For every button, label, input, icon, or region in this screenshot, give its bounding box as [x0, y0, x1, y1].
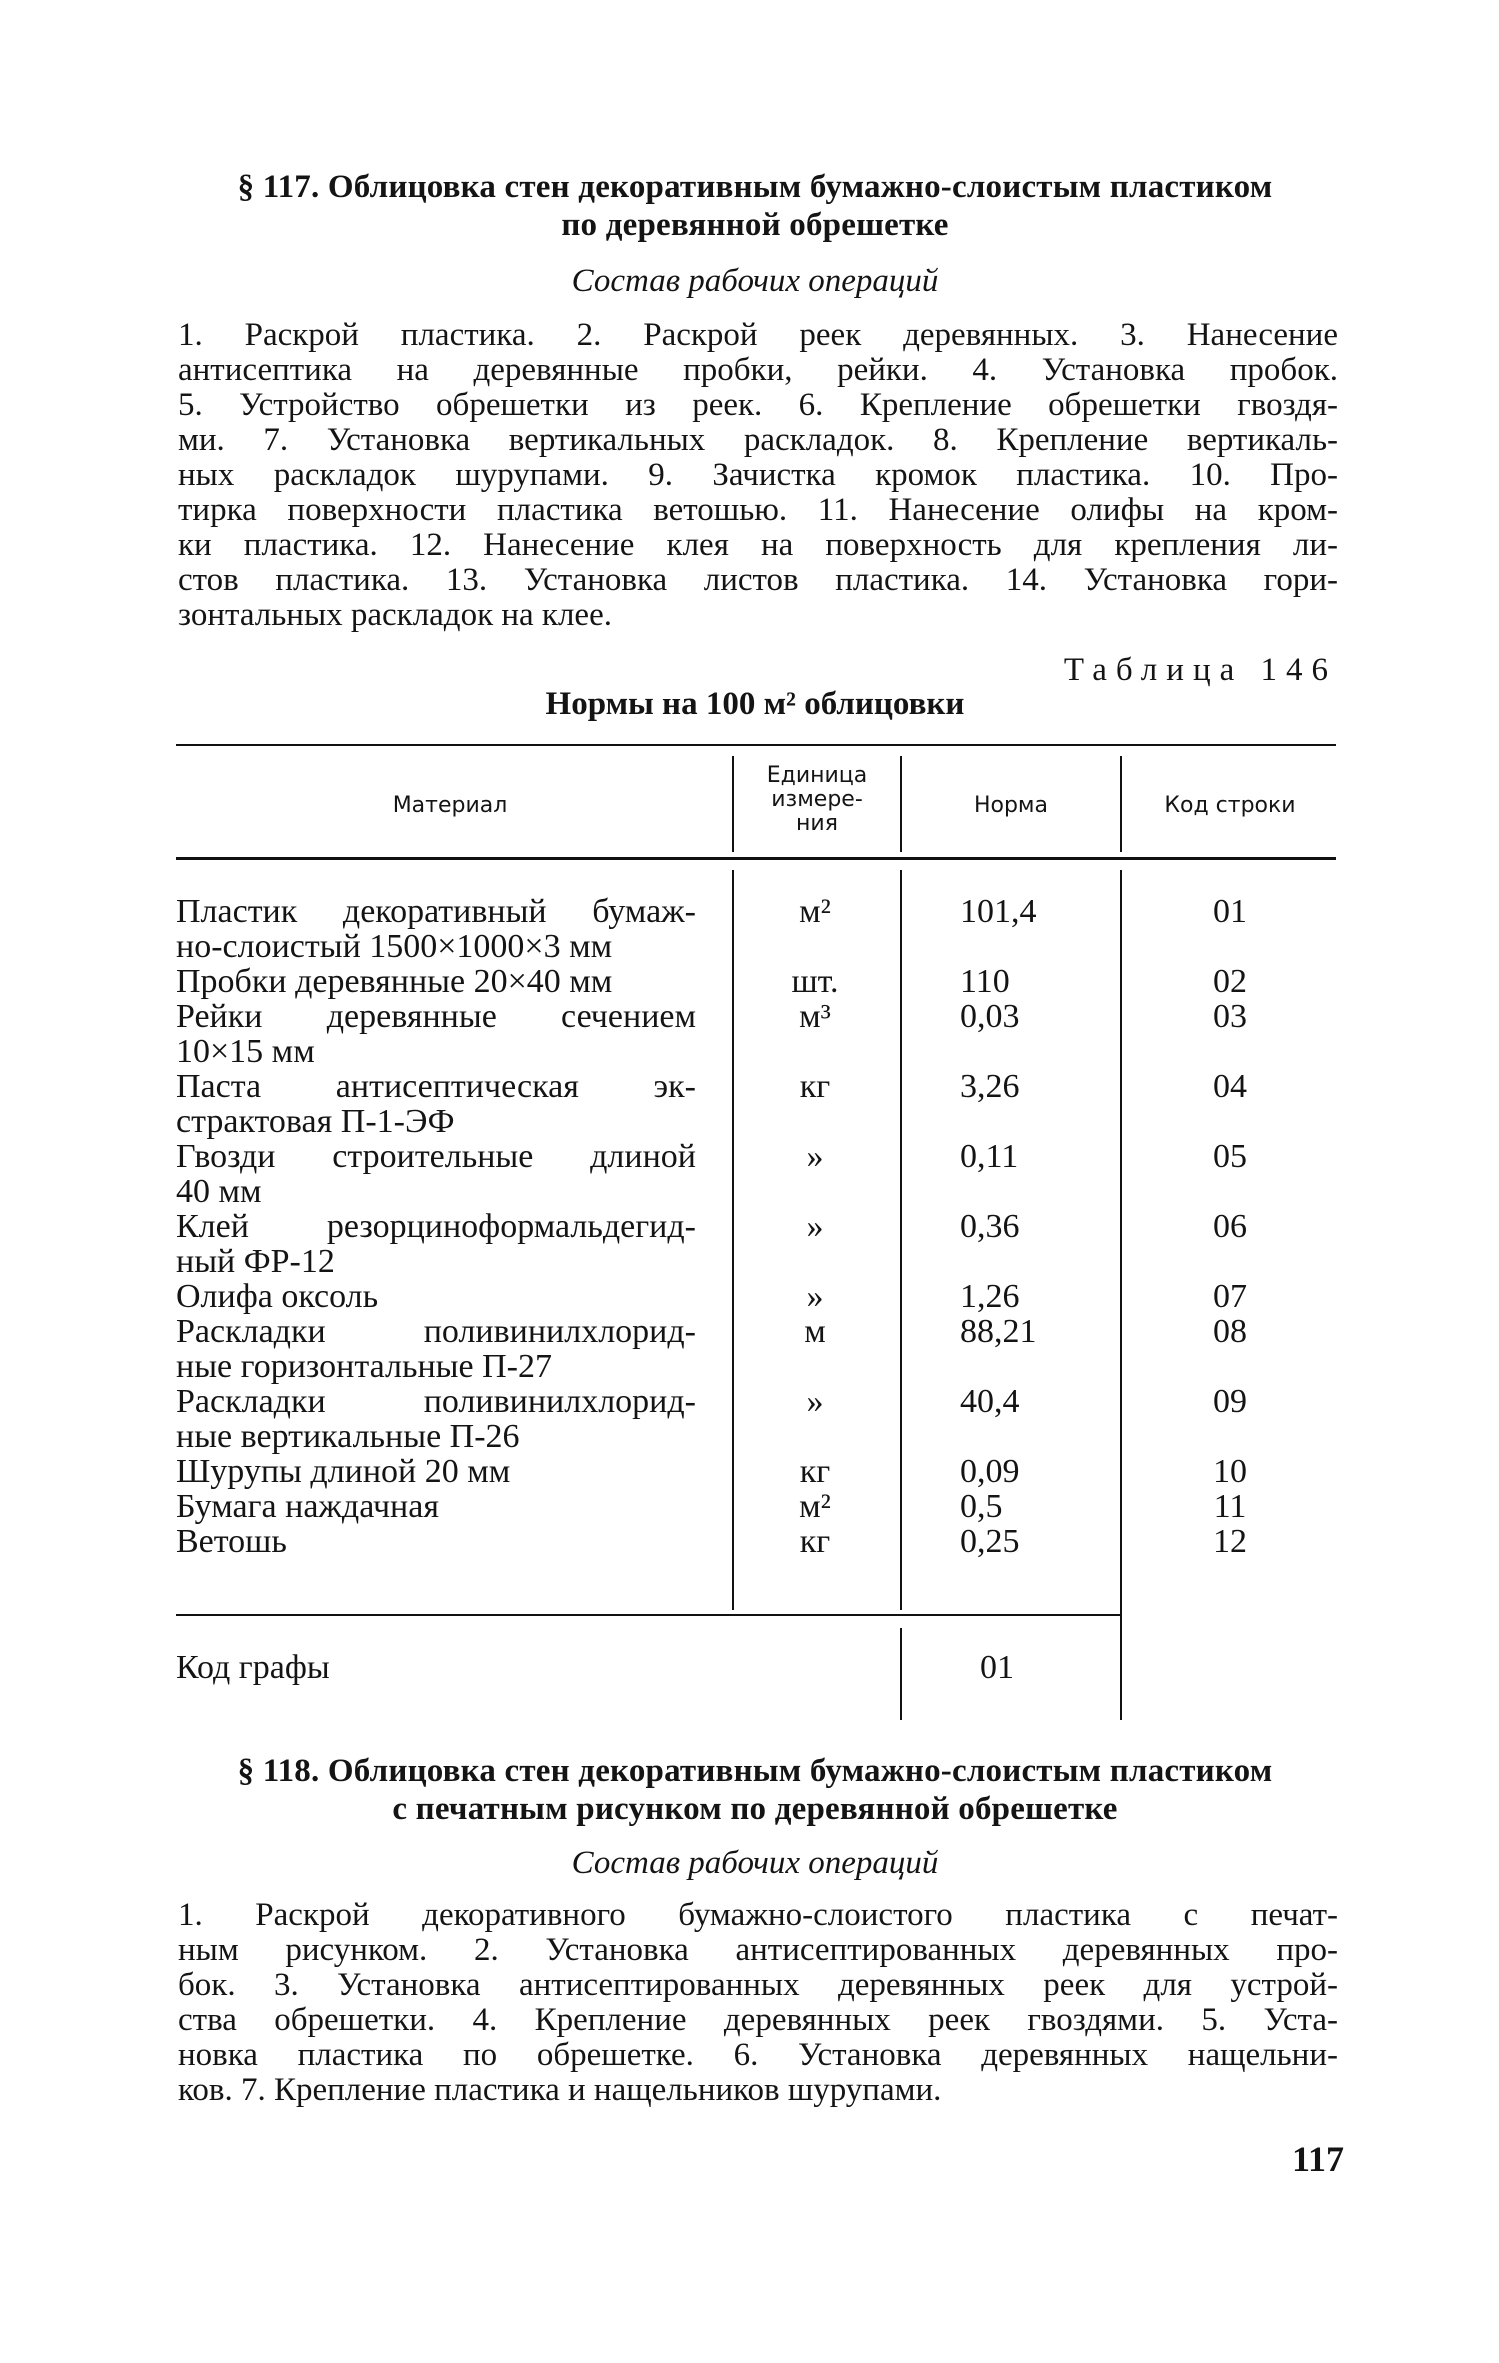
row-norm: 0,03 [960, 998, 1020, 1035]
row-material [176, 1139, 696, 1209]
row-material-line: Гвозди строительные длиной [176, 1138, 696, 1175]
operations-line: ным рисунком. 2. Установка антисептированных деревянных про- [178, 1932, 1338, 1968]
row-unit: » [806, 1278, 824, 1315]
row-unit: » [806, 1208, 824, 1245]
row-material-line: ные горизонтальные П-27 [176, 1348, 552, 1385]
row-code: 01 [1213, 893, 1247, 930]
header-unit-line-1: Единица [766, 763, 868, 788]
row-material-line: Раскладки поливинилхлорид- [176, 1313, 696, 1350]
footer-value: 01 [980, 1649, 1014, 1686]
header-unit [734, 764, 900, 836]
operations-line: 1. Раскрой декоративного бумажно-слоистого пластика с печат- [178, 1897, 1338, 1933]
operations-line: ков. 7. Крепление пластика и нащельников шурупами. [178, 2072, 942, 2108]
table-caption: Таблица 146 [1063, 652, 1337, 688]
row-norm: 101,4 [960, 893, 1037, 930]
section-118-heading-line-1: § 118. Облицовка стен декоративным бумажно-слоистым пластиком [237, 1753, 1273, 1789]
row-material-line: Паста антисептическая эк- [176, 1068, 696, 1105]
row-norm: 0,25 [960, 1523, 1020, 1560]
row-material [176, 999, 696, 1069]
row-norm: 0,36 [960, 1208, 1020, 1245]
table-divider-1-body [732, 870, 734, 1610]
row-material-line: Шурупы длиной 20 мм [176, 1453, 511, 1490]
row-norm: 1,26 [960, 1278, 1020, 1315]
operations-line: стов пластика. 13. Установка листов пластика. 14. Установка гори- [178, 562, 1338, 598]
section-118-subheading: Состав рабочих операций [571, 1845, 939, 1881]
table-title: Нормы на 100 м² облицовки [545, 686, 965, 722]
row-code: 04 [1213, 1068, 1247, 1105]
section-117-operations [178, 318, 1338, 633]
section-117-heading-line-2: по деревянной обрешетке [561, 207, 949, 243]
header-norm: Норма [973, 793, 1049, 818]
row-unit: м² [799, 893, 831, 930]
row-norm: 3,26 [960, 1068, 1020, 1105]
operations-line: зонтальных раскладок на клее. [178, 597, 612, 633]
table-divider-3 [1120, 756, 1122, 852]
row-unit: » [806, 1138, 824, 1175]
row-norm: 0,5 [960, 1488, 1003, 1525]
header-material: Материал [392, 793, 508, 818]
row-material [176, 894, 696, 964]
row-unit: м [804, 1313, 826, 1350]
row-norm: 88,21 [960, 1313, 1037, 1350]
row-code: 07 [1213, 1278, 1247, 1315]
row-code: 02 [1213, 963, 1247, 1000]
row-material-line: страктовая П-1-ЭФ [176, 1103, 455, 1140]
operations-line: ства обрешетки. 4. Крепление деревянных реек гвоздями. 5. Уста- [178, 2002, 1338, 2038]
operations-line: 5. Устройство обрешетки из реек. 6. Крепление обрешетки гвоздя- [178, 387, 1338, 423]
operations-line: новка пластика по обрешетке. 6. Установка деревянных нащельни- [178, 2037, 1338, 2073]
operations-line: ми. 7. Установка вертикальных раскладок. 8. Крепление вертикаль- [178, 422, 1338, 458]
table-header-rule [176, 857, 1336, 860]
row-material-line: но-слоистый 1500×1000×3 мм [176, 928, 613, 965]
row-unit: кг [799, 1453, 831, 1490]
row-material-line: ный ФР-12 [176, 1243, 335, 1280]
row-code: 10 [1213, 1453, 1247, 1490]
row-material-line: Пробки деревянные 20×40 мм [176, 963, 613, 1000]
section-117-subheading: Состав рабочих операций [571, 263, 939, 299]
row-material-line: Ветошь [176, 1523, 287, 1560]
section-118-operations [178, 1898, 1338, 2108]
row-code: 09 [1213, 1383, 1247, 1420]
section-117-heading-line-1: § 117. Облицовка стен декоративным бумажно-слоистым пластиком [237, 169, 1273, 205]
row-code: 12 [1213, 1523, 1247, 1560]
header-unit-line-3: ния [796, 811, 838, 836]
operations-line: ки пластика. 12. Нанесение клея на поверхность для крепления ли- [178, 527, 1338, 563]
row-material [176, 1454, 696, 1489]
header-code: Код строки [1164, 793, 1296, 818]
header-unit-line-2: измере- [771, 787, 863, 812]
row-material-line: Раскладки поливинилхлорид- [176, 1383, 696, 1420]
row-norm: 0,11 [960, 1138, 1019, 1175]
row-unit: шт. [791, 963, 839, 1000]
row-material [176, 1384, 696, 1454]
row-material [176, 1069, 696, 1139]
footer-label: Код графы [176, 1649, 330, 1686]
table-body-bottom-rule [176, 1614, 1122, 1616]
row-unit: м³ [799, 998, 831, 1035]
row-material-line: Олифа оксоль [176, 1278, 379, 1315]
row-unit: м² [799, 1488, 831, 1525]
row-material-line: Клей резорциноформальдегид- [176, 1208, 696, 1245]
table-divider-3-body [1120, 870, 1122, 1720]
row-material-line: 10×15 мм [176, 1033, 315, 1070]
row-material [176, 964, 696, 999]
operations-line: антисептика на деревянные пробки, рейки. 4. Установка пробок. [178, 352, 1338, 388]
operations-line: тирка поверхности пластика ветошью. 11. Нанесение олифы на кром- [178, 492, 1338, 528]
table-divider-footer [900, 1628, 902, 1720]
operations-line: бок. 3. Установка антисептированных деревянных реек для устрой- [178, 1967, 1338, 2003]
operations-line: ных раскладок шурупами. 9. Зачистка кромок пластика. 10. Про- [178, 457, 1338, 493]
row-unit: » [806, 1383, 824, 1420]
row-code: 06 [1213, 1208, 1247, 1245]
table-top-rule [176, 744, 1336, 746]
row-material-line: Рейки деревянные сечением [176, 998, 696, 1035]
row-material [176, 1314, 696, 1384]
row-unit: кг [799, 1068, 831, 1105]
operations-line: 1. Раскрой пластика. 2. Раскрой реек деревянных. 3. Нанесение [178, 317, 1338, 353]
row-material [176, 1279, 696, 1314]
row-material [176, 1209, 696, 1279]
row-code: 03 [1213, 998, 1247, 1035]
row-norm: 110 [960, 963, 1010, 1000]
section-118-heading [170, 1752, 1340, 1828]
page-number: 117 [1292, 2139, 1345, 2179]
row-norm: 0,09 [960, 1453, 1020, 1490]
table-divider-2-body [900, 870, 902, 1610]
row-material-line: 40 мм [176, 1173, 262, 1210]
row-material-line: ные вертикальные П-26 [176, 1418, 520, 1455]
row-code: 11 [1213, 1488, 1247, 1525]
row-material [176, 1524, 696, 1559]
row-code: 08 [1213, 1313, 1247, 1350]
row-unit: кг [799, 1523, 831, 1560]
section-118-heading-line-2: с печатным рисунком по деревянной обрешетке [392, 1791, 1118, 1827]
row-code: 05 [1213, 1138, 1247, 1175]
row-material [176, 1489, 696, 1524]
section-117-heading [170, 168, 1340, 244]
row-material-line: Бумага наждачная [176, 1488, 439, 1525]
row-material-line: Пластик декоративный бумаж- [176, 893, 696, 930]
row-norm: 40,4 [960, 1383, 1020, 1420]
